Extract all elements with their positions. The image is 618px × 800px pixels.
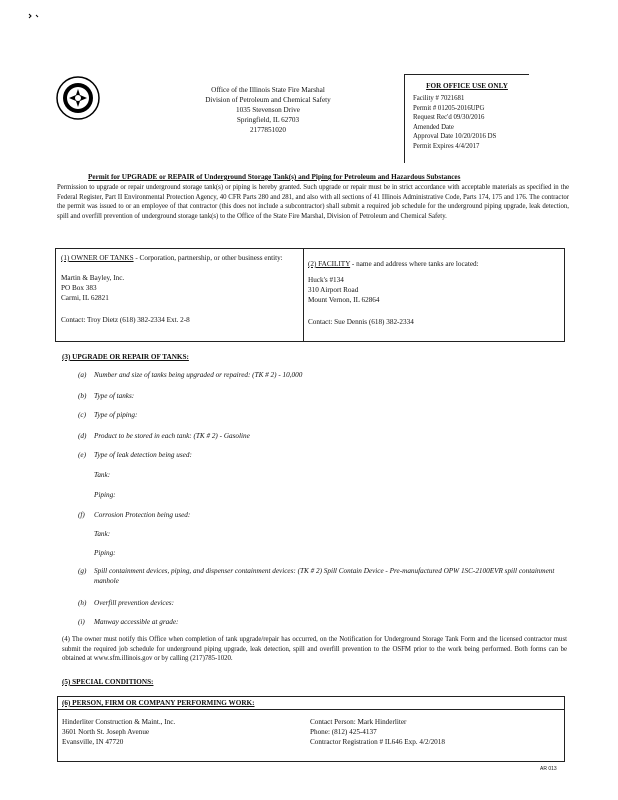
item-text: Product to be stored in each tank: (TK # 2) - Gasoline <box>94 432 250 440</box>
contractor-contact: Contact Person: Mark Hinderliter <box>310 718 407 726</box>
contractor-registration: Contractor Registration # IL646 Exp. 4/2/2018 <box>310 738 445 746</box>
state-fire-marshal-seal-icon <box>56 76 100 120</box>
section3-leak-piping: Piping: <box>94 491 116 499</box>
contractor-contact-block <box>310 717 560 747</box>
office-street: 1035 Stevenson Drive <box>236 106 300 114</box>
contractor-company: Hinderliter Construction & Maint., Inc. <box>62 718 176 726</box>
item-text: Type of leak detection being used: <box>94 451 192 459</box>
item-text: Corrosion Protection being used: <box>94 511 191 519</box>
section6-heading: (6) PERSON, FIRM OR COMPANY PERFORMING WORK: <box>62 699 255 707</box>
permit-title: Permit for UPGRADE or REPAIR of Underground Storage Tank(s) and Piping for Petroleum and Hazardous Substances <box>88 173 461 181</box>
section3-corrosion-piping: Piping: <box>94 549 116 557</box>
item-text: Number and size of tanks being upgraded or repaired: (TK # 2) - 10,000 <box>94 371 303 379</box>
item-key: (f) <box>78 511 85 519</box>
division-name: Division of Petroleum and Chemical Safety <box>205 96 331 104</box>
item-text: Manway accessible at grade: <box>94 618 179 626</box>
owner-city: Carmi, IL 62821 <box>61 294 109 302</box>
section4-text: (4) The owner must notify this Office when completion of tank upgrade/repair has occurred, on the Notification for Underground Storage Tank Form and the licensed contractor must submit the required job schedule for underground piping upgrade, leak detection, spill and overfill prevention to the OSFM prior to the work being performed. Both forms can be obtained at www.sfm.illinois.gov or by calling (217)785-1020. <box>62 636 567 662</box>
section3-heading: (3) UPGRADE OR REPAIR OF TANKS: <box>62 353 189 361</box>
owner-contact: Contact: Troy Dietz (618) 382-2334 Ext. 2-8 <box>61 316 190 324</box>
item-key: (e) <box>78 451 86 459</box>
item-key: (d) <box>78 432 87 440</box>
corner-mark-icon <box>28 12 40 22</box>
section6-divider <box>58 709 564 710</box>
facility-contact: Contact: Sue Dennis (618) 382-2334 <box>308 318 414 326</box>
owner-heading: (1) OWNER OF TANKS <box>61 254 134 262</box>
request-received: Request Rec'd 09/30/2016 <box>413 114 485 121</box>
item-text: Type of tanks: <box>94 392 135 400</box>
section6-box <box>57 696 565 762</box>
section3-item-a <box>78 370 568 380</box>
footer-code: AR 013 <box>540 766 557 772</box>
contractor-phone: Phone: (812) 425-4137 <box>310 728 377 736</box>
owner-heading-line <box>61 253 299 263</box>
section5-heading: (5) SPECIAL CONDITIONS: <box>62 678 154 686</box>
section3-item-d <box>78 431 568 441</box>
permit-expires: Permit Expires 4/4/2017 <box>413 142 480 150</box>
section3-item-f <box>78 510 568 520</box>
approval-date: Approval Date 10/20/2016 DS <box>413 133 497 140</box>
section3-item-e <box>78 450 568 460</box>
office-name: Office of the Illinois State Fire Marshal <box>211 86 325 94</box>
item-key: (g) <box>78 567 87 575</box>
owner-po: PO Box 383 <box>61 284 97 292</box>
permit-number: Permit # 01205-2016UPG <box>413 104 485 112</box>
facility-heading: (2) FACILITY <box>308 260 351 268</box>
section3-item-b <box>78 391 568 401</box>
item-text: Overfill prevention devices: <box>94 599 174 607</box>
permit-body: Permission to upgrade or repair underground storage tank(s) or piping is hereby granted. Such upgrade or repair must be in strict accordance with acceptable materials as specified in the Federal Register, Part II Environmental Protection Agency, 40 CFR Parts 280 and 281, and also with all sections of 41 Illinois Administrative Code, Parts 174, 175 and 176. The contractor the permit was issued to or an employee of that contractor (this does not include a subcontractor) shall submit a required job schedule for the underground piping upgrade, leak detection, spill and overfill prevention of underground storage tank(s) to the Office of the State Fire Marshal, Division of Petroleum and Chemical Safety. <box>57 184 569 220</box>
item-text: Type of piping: <box>94 411 138 419</box>
facility-city: Mount Vernon, IL 62864 <box>308 296 380 304</box>
amended-date: Amended Date <box>413 123 454 131</box>
item-key: (c) <box>78 411 86 419</box>
facility-heading-line <box>308 259 558 269</box>
owner-section <box>61 253 299 325</box>
office-header <box>170 85 366 135</box>
office-phone: 2177851020 <box>250 126 286 134</box>
contractor-street: 3601 North St. Joseph Avenue <box>62 728 150 736</box>
item-key: (a) <box>78 371 87 379</box>
office-use-title: FOR OFFICE USE ONLY <box>426 82 508 90</box>
item-key: (b) <box>78 392 87 400</box>
contractor-address <box>62 717 302 747</box>
owner-name: Martin & Bayley, Inc. <box>61 274 125 282</box>
owner-facility-box <box>55 248 565 342</box>
office-use-lines <box>405 94 529 151</box>
facility-number: Facility # 7021681 <box>413 95 465 102</box>
owner-desc: - Corporation, partnership, or other business entity: <box>133 254 283 262</box>
section3-item-i <box>78 617 568 627</box>
item-key: (h) <box>78 599 87 607</box>
section3-item-c <box>78 410 568 420</box>
office-city: Springfield, IL 62703 <box>236 116 300 124</box>
section3-item-g <box>78 566 564 586</box>
item-text: Spill containment devices, piping, and dispenser containment devices: (TK # 2) Spill Contain Device - Pre-manufactured OPW 1SC-2100EVR spill containment manhole <box>94 567 555 585</box>
section3-corrosion-tank: Tank: <box>94 530 111 538</box>
office-use-box <box>404 74 529 163</box>
facility-section <box>308 259 558 327</box>
facility-street: 310 Airport Road <box>308 286 359 294</box>
contractor-city: Evansville, IN 47720 <box>62 738 124 746</box>
facility-desc: - name and address where tanks are located: <box>350 260 479 268</box>
section3-item-h <box>78 598 568 608</box>
facility-name: Huck's #134 <box>308 276 344 284</box>
section3-leak-tank: Tank: <box>94 471 111 479</box>
item-key: (i) <box>78 618 85 626</box>
box-divider <box>303 249 304 341</box>
